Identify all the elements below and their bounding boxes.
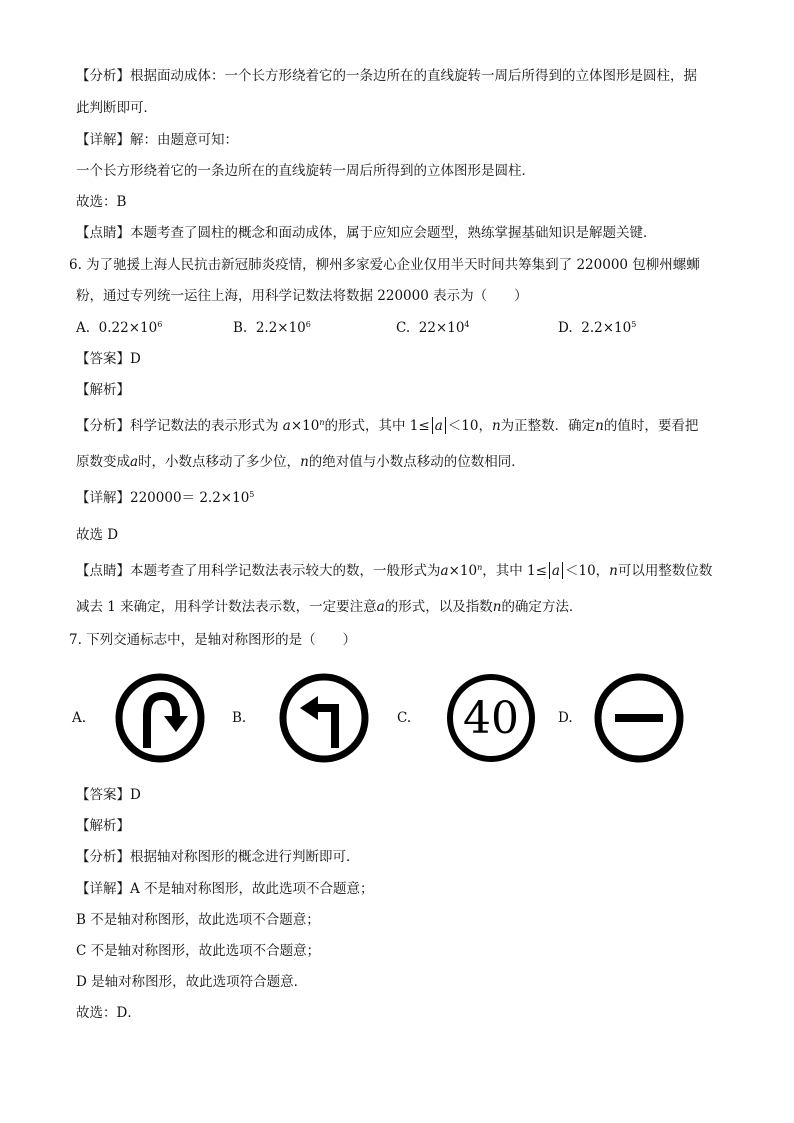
u-turn-icon [114, 672, 206, 764]
q7-analysis: 【分析】根据轴对称图形的概念进行判断即可． [76, 849, 360, 865]
q7-label-c: C. [397, 710, 412, 726]
speed-limit-icon [445, 672, 537, 764]
q6-explain-heading: 【解析】 [76, 382, 130, 398]
q7-detail-d: D 是轴对称图形，故此选项符合题意． [76, 974, 308, 990]
no-entry-icon [593, 672, 685, 764]
q6-comment-line-2: 减去 1 来确定，用科学计数法表示数，一定要注意a的形式，以及指数n的确定方法． [76, 599, 583, 615]
q6-detail: 【详解】$220000= 2.2\times 10^5$ [76, 490, 255, 506]
q6-option-c: C. $22\times 10^4$ [396, 320, 470, 336]
q6-analysis-line-1: 【分析】科学记数法的表示形式为 $a\times 10^n$的形式，其中 1≤ a ＜10，n为正整数．确定n的值时，要看把 [76, 418, 699, 434]
q6-stem-line-2: 粉，通过专列统一运往上海，用科学记数法将数据 220000 表示为（ ） [76, 288, 528, 304]
q7-detail-b: B 不是轴对称图形，故此选项不合题意； [76, 912, 320, 928]
prev-analysis-line-2: 此判断即可． [76, 100, 157, 116]
q7-signs-row [72, 672, 712, 764]
q6-choose: 故选 D [76, 527, 119, 543]
abs-bar-right-2 [562, 562, 563, 579]
prev-comment: 【点睛】本题考查了圆柱的概念和面动成体，属于应知应会题型，熟练掌握基础知识是解题关键． [76, 225, 657, 241]
q7-answer: 【答案】D [76, 787, 141, 803]
left-turn-icon [278, 672, 370, 764]
q7-label-a: A. [72, 710, 87, 726]
q7-label-d: D. [558, 710, 573, 726]
q7-detail-a: 【详解】A 不是轴对称图形，故此选项不合题意； [76, 881, 374, 897]
prev-analysis-line-1: 【分析】根据面动成体：一个长方形绕着它的一条边所在的直线旋转一周后所得到的立体图形是圆柱，据 [76, 68, 697, 84]
speed-limit-number: 40 [463, 693, 519, 744]
q7-explain-heading: 【解析】 [76, 818, 130, 834]
q6-option-d: D. $2.2\times 10^5$ [558, 320, 637, 336]
q7-choose: 故选：D． [76, 1005, 141, 1021]
q6-stem-line-1: 6. 为了驰援上海人民抗击新冠肺炎疫情，柳州多家爱心企业仅用半天时间共筹集到了 220000 包柳州螺蛳 [69, 257, 700, 273]
q6-analysis-line-2: 原数变成a时，小数点移动了多少位，n的绝对值与小数点移动的位数相同． [76, 454, 525, 470]
q7-label-b: B. [232, 710, 247, 726]
prev-detail-heading: 【详解】解：由题意可知： [76, 132, 238, 148]
prev-choose: 故选：B [76, 194, 127, 210]
q7-detail-c: C 不是轴对称图形，故此选项不合题意； [76, 943, 321, 959]
abs-bar-left [432, 417, 433, 434]
q6-answer: 【答案】D [76, 351, 141, 367]
abs-bar-right [445, 417, 446, 434]
q6-option-b: B. $2.2\times 10^6$ [233, 320, 311, 336]
q6-options [76, 318, 716, 338]
q6-option-a: A. $0.22\times 10^6$ [76, 320, 163, 336]
q7-stem: 7. 下列交通标志中，是轴对称图形的是（ ） [69, 632, 357, 648]
abs-bar-left-2 [549, 562, 550, 579]
prev-detail-body: 一个长方形绕着它的一条边所在的直线旋转一周后所得到的立体图形是圆柱． [76, 163, 535, 179]
q6-comment-line-1: 【点睛】本题考查了用科学记数法表示较大的数，一般形式为$a\times 10^n$，其中 1≤ a ＜10，n可以用整数位数 [76, 563, 713, 579]
